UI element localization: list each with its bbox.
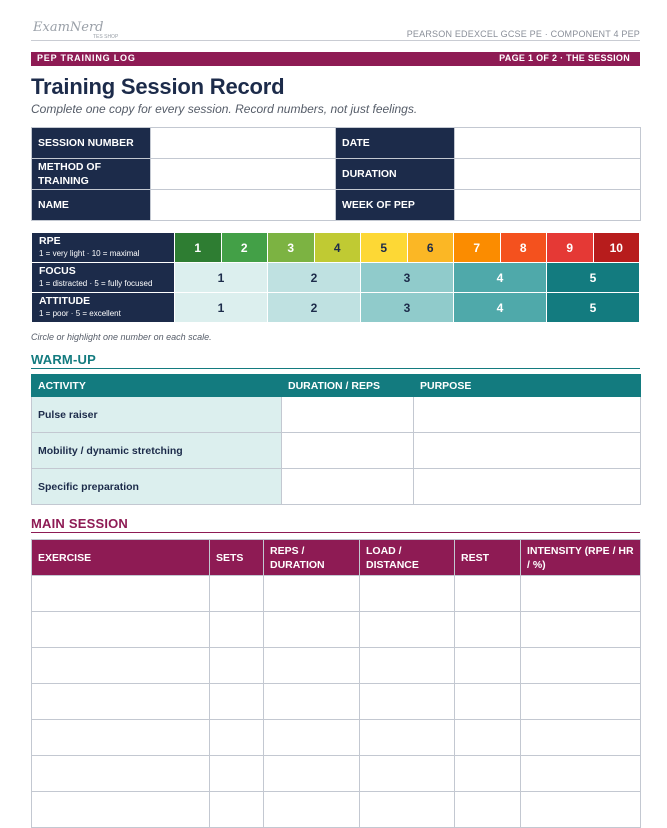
name-field[interactable] [151,190,336,221]
warmup-row [32,469,641,505]
attitude-option-1[interactable]: 1 [175,293,268,323]
rpe-option-4[interactable]: 4 [314,233,361,263]
main-session-cell[interactable] [264,792,360,828]
info-label: METHOD OF TRAINING [32,159,151,190]
focus-option-2[interactable]: 2 [268,263,361,293]
main-session-cell[interactable] [32,720,210,756]
main-session-cell[interactable] [455,792,521,828]
week-field[interactable] [455,190,641,221]
main-session-cell[interactable] [455,720,521,756]
duration-field[interactable] [455,159,641,190]
focus-scale-row [32,263,640,293]
warmup-duration-field[interactable] [282,397,414,433]
spec-line: PEARSON EDEXCEL GCSE PE · COMPONENT 4 PEP [406,29,640,39]
main-session-cell[interactable] [455,756,521,792]
warmup-row [32,433,641,469]
info-row [32,159,641,190]
main-session-divider [31,532,640,533]
warmup-header-row [32,375,641,397]
column-header: REPS / DURATION [264,540,360,576]
main-session-heading: MAIN SESSION [31,516,129,531]
rpe-option-7[interactable]: 7 [454,233,501,263]
attitude-scale-row [32,293,640,323]
attitude-option-5[interactable]: 5 [547,293,640,323]
column-header: DURATION / REPS [282,375,414,397]
main-session-cell[interactable] [32,756,210,792]
banner-page: PAGE 1 OF 2 · THE SESSION [499,53,630,63]
info-label: DATE [336,128,455,159]
warmup-duration-field[interactable] [282,469,414,505]
rpe-key: 1 = very light · 10 = maximal [39,249,140,258]
column-header: SETS [210,540,264,576]
main-session-cell[interactable] [360,720,455,756]
rpe-option-1[interactable]: 1 [175,233,222,263]
logo-wordmark: ExamNerd [33,20,104,35]
main-session-cell[interactable] [521,576,641,612]
main-session-cell[interactable] [360,648,455,684]
focus-option-5[interactable]: 5 [547,263,640,293]
focus-option-1[interactable]: 1 [175,263,268,293]
info-label: NAME [32,190,151,221]
main-session-table [31,539,641,828]
info-label: WEEK OF PEP [336,190,455,221]
info-label: SESSION NUMBER [32,128,151,159]
main-session-cell[interactable] [264,756,360,792]
rpe-option-9[interactable]: 9 [547,233,594,263]
session-number-field[interactable] [151,128,336,159]
warmup-table [31,374,641,505]
column-header: PURPOSE [414,375,641,397]
rpe-option-6[interactable]: 6 [407,233,454,263]
main-session-cell[interactable] [210,684,264,720]
main-session-cell[interactable] [210,792,264,828]
rpe-option-5[interactable]: 5 [361,233,408,263]
main-session-cell[interactable] [455,648,521,684]
main-session-row [32,648,641,684]
main-session-cell[interactable] [32,792,210,828]
warmup-activity: Pulse raiser [32,397,282,433]
page-subtitle: Complete one copy for every session. Record numbers, not just feelings. [31,102,418,116]
focus-option-4[interactable]: 4 [454,263,547,293]
warmup-purpose-field[interactable] [414,469,641,505]
main-session-cell[interactable] [32,648,210,684]
info-row [32,190,641,221]
rpe-option-3[interactable]: 3 [268,233,315,263]
main-session-cell[interactable] [521,720,641,756]
method-field[interactable] [151,159,336,190]
page-title: Training Session Record [31,74,285,99]
main-header-row [32,540,641,576]
main-session-cell[interactable] [360,684,455,720]
warmup-activity: Specific preparation [32,469,282,505]
main-session-cell[interactable] [521,756,641,792]
focus-label [32,263,175,293]
main-session-cell[interactable] [264,648,360,684]
focus-option-3[interactable]: 3 [361,263,454,293]
main-session-cell[interactable] [32,684,210,720]
main-session-cell[interactable] [521,612,641,648]
banner-title: PEP TRAINING LOG [37,53,136,63]
header-divider [31,40,640,41]
main-session-cell[interactable] [264,684,360,720]
warmup-activity: Mobility / dynamic stretching [32,433,282,469]
rpe-option-8[interactable]: 8 [500,233,547,263]
warmup-divider [31,368,640,369]
main-session-cell[interactable] [32,576,210,612]
focus-key: 1 = distracted · 5 = fully focused [39,279,153,288]
info-row [32,128,641,159]
warmup-row [32,397,641,433]
column-header: LOAD / DISTANCE [360,540,455,576]
warmup-purpose-field[interactable] [414,433,641,469]
main-session-row [32,792,641,828]
main-session-cell[interactable] [521,648,641,684]
main-session-cell[interactable] [210,756,264,792]
attitude-title: ATTITUDE [39,295,91,307]
page-banner [31,52,640,66]
main-session-row [32,720,641,756]
attitude-option-2[interactable]: 2 [268,293,361,323]
column-header: INTENSITY (RPE / HR / %) [521,540,641,576]
main-session-row [32,756,641,792]
rating-scales-table [31,232,640,323]
attitude-key: 1 = poor · 5 = excellent [39,309,121,318]
warmup-purpose-field[interactable] [414,397,641,433]
main-session-cell[interactable] [210,612,264,648]
attitude-option-4[interactable]: 4 [454,293,547,323]
main-session-cell[interactable] [264,576,360,612]
main-session-cell[interactable] [360,612,455,648]
date-field[interactable] [455,128,641,159]
rpe-title: RPE [39,235,61,247]
brand-logo [33,16,123,42]
main-session-cell[interactable] [521,792,641,828]
attitude-option-3[interactable]: 3 [361,293,454,323]
main-session-cell[interactable] [360,756,455,792]
scale-instruction: Circle or highlight one number on each scale. [31,332,212,342]
main-session-cell[interactable] [455,576,521,612]
attitude-label [32,293,175,323]
rpe-option-2[interactable]: 2 [221,233,268,263]
main-session-cell[interactable] [455,612,521,648]
main-session-cell[interactable] [32,612,210,648]
main-session-row [32,576,641,612]
column-header: ACTIVITY [32,375,282,397]
main-session-row [32,612,641,648]
main-session-cell[interactable] [455,684,521,720]
main-session-row [32,684,641,720]
logo-subtext: TES SHOP [93,34,119,40]
column-header: EXERCISE [32,540,210,576]
main-session-cell[interactable] [360,576,455,612]
warmup-heading: WARM-UP [31,352,96,367]
main-session-cell[interactable] [210,576,264,612]
session-info-table [31,127,641,221]
focus-title: FOCUS [39,265,76,277]
info-label: DURATION [336,159,455,190]
warmup-duration-field[interactable] [282,433,414,469]
main-session-cell[interactable] [210,720,264,756]
main-session-cell[interactable] [360,792,455,828]
rpe-label [32,233,175,263]
rpe-option-10[interactable]: 10 [593,233,640,263]
main-session-cell[interactable] [210,648,264,684]
main-session-cell[interactable] [264,720,360,756]
rpe-scale-row [32,233,640,263]
main-session-cell[interactable] [264,612,360,648]
main-session-cell[interactable] [521,684,641,720]
column-header: REST [455,540,521,576]
